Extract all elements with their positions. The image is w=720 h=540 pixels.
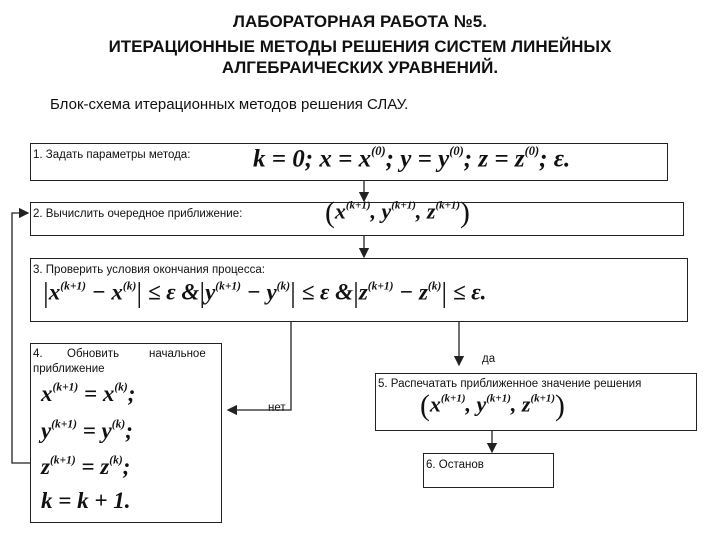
step5-formula: ($x^{(k+1)}$, $y^{(k+1)}$, $z^{(k+1)}$): [420, 390, 565, 422]
title-line-3: АЛГЕБРАИЧЕСКИХ УРАВНЕНИЙ.: [221, 58, 499, 77]
step4-label-word1: Обновить: [67, 348, 120, 360]
title-line-2: ИТЕРАЦИОННЫЕ МЕТОДЫ РЕШЕНИЯ СИСТЕМ ЛИНЕЙНЫХ: [108, 37, 612, 56]
step5-label: 5. Распечатать приближенное значение решения: [378, 378, 642, 390]
step4-formula-z: $z^{(k+1)} = z^{(k)}$;: [41, 454, 131, 479]
arrow-4-to-2: [12, 213, 30, 463]
step4-label-num: 4.: [33, 348, 43, 360]
branch-no-label: нет: [268, 402, 286, 414]
step4-formula-y: $y^{(k+1)} = y^{(k)}$;: [41, 418, 133, 443]
title-line-1: ЛАБОРАТОРНАЯ РАБОТА №5.: [233, 12, 487, 31]
step2-label: 2. Вычислить очередное приближение:: [33, 208, 243, 220]
step3-formula: $|x^{(k+1)} - x^{(k)}| \le \varepsilon$ $\&|y^{(k+1)} - y^{(k)}| \le \varepsilon$ $\&|z^{(k+1)} - z^{(k)}| \le \varepsilon$.: [43, 277, 487, 309]
step4-label-word2: начальное: [149, 348, 206, 360]
step6-label: 6. Останов: [426, 459, 484, 471]
step4-formula-k: k = k + 1.: [41, 488, 131, 513]
step2-formula: ($x^{(k+1)}$, $y^{(k+1)}$, $z^{(k+1)}$): [325, 197, 470, 229]
step4-label-word3: приближение: [33, 363, 105, 375]
step1-label: 1. Задать параметры метода:: [33, 149, 191, 161]
branch-yes-label: да: [482, 353, 496, 365]
step3-label: 3. Проверить условия окончания процесса:: [33, 264, 265, 276]
diagram-subtitle: Блок-схема итерационных методов решения СЛАУ.: [50, 96, 409, 113]
step1-formula: k = 0; $x = x^{(0)}$; $y = y^{(0)}$; $z = z^{(0)}$; ε.: [253, 144, 571, 173]
arrow-3-to-4: [228, 322, 291, 410]
step4-formula-x: $x^{(k+1)} = x^{(k)}$;: [41, 381, 136, 406]
